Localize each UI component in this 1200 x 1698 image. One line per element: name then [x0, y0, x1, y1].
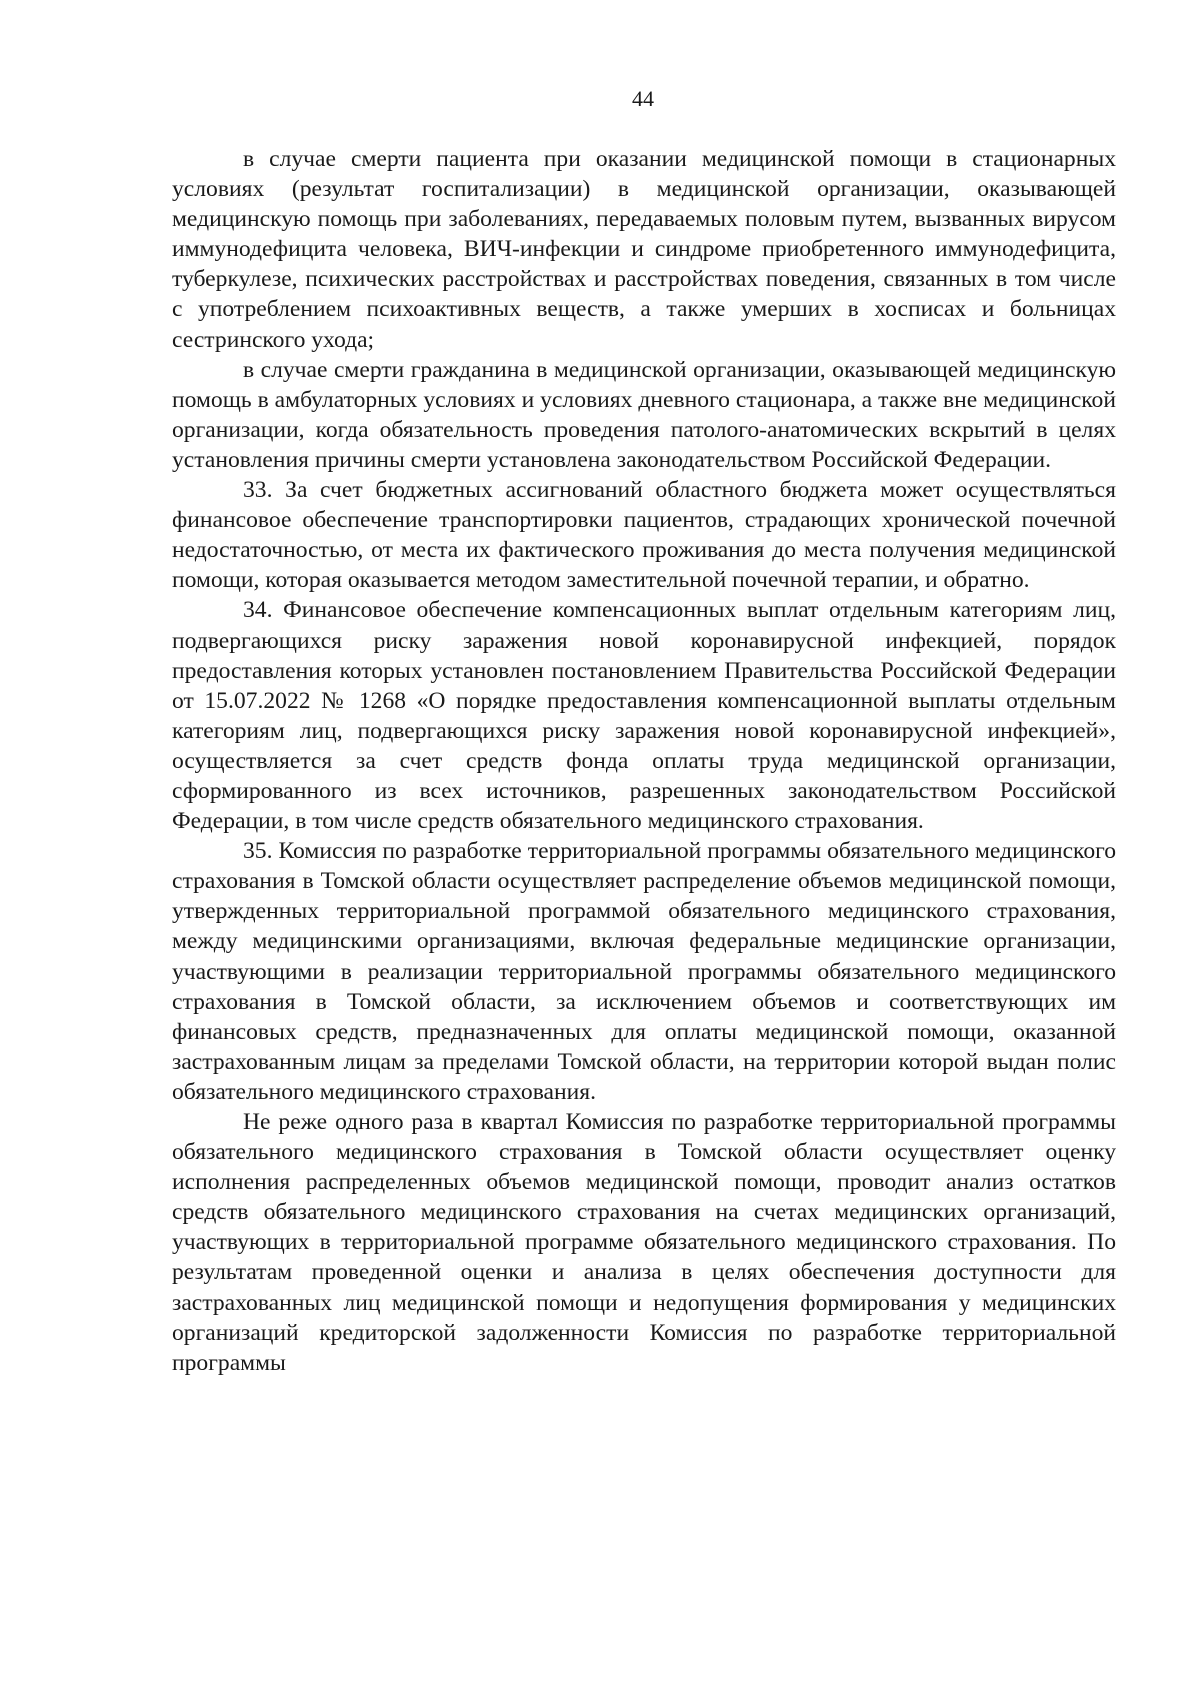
paragraph-item-33: 33. За счет бюджетных ассигнований областного бюджета может осуществляться финансовое обеспечение транспортировки пациентов, страдающих хронической почечной недостаточностью, от места их фактического проживания до места получения медицинской помощи, которая оказывается методом заместительной почечной терапии, и обратно.: [172, 477, 1116, 594]
document-body: [172, 144, 1116, 1378]
page-number: 44: [632, 86, 654, 111]
paragraph-item-35: 35. Комиссия по разработке территориальной программы обязательного медицинского страхования в Томской области осуществляет распределение объемов медицинской помощи, утвержденных территориальной программой обязательного медицинского страхования, между медицинскими организациями, включая федеральные медицинские организации, участвующими в реализации территориальной программы обязательного медицинского страхования в Томской области, за исключением объемов и соответствующих им финансовых средств, предназначенных для оплаты медицинской помощи, оказанной застрахованным лицам за пределами Томской области, на территории которой выдан полис обязательного медицинского страхования.: [172, 838, 1116, 1105]
paragraph-item-34: 34. Финансовое обеспечение компенсационных выплат отдельным категориям лиц, подвергающихся риску заражения новой коронавирусной инфекцией, порядок предоставления которых установлен постановлением Правительства Российской Федерации от 15.07.2022 № 1268 «О порядке предоставления компенсационной выплаты отдельным категориям лиц, подвергающихся риску заражения новой коронавирусной инфекцией», осуществляется за счет средств фонда оплаты труда медицинской организации, сформированного из всех источников, разрешенных законодательством Российской Федерации, в том числе средств обязательного медицинского страхования.: [172, 597, 1116, 835]
paragraph-death-outpatient: в случае смерти гражданина в медицинской организации, оказывающей медицинскую помощь в амбулаторных условиях и условиях дневного стационара, а также вне медицинской организации, когда обязательность проведения патолого-анатомических вскрытий в целях установления причины смерти установлена законодательством Российской Федерации.: [172, 356, 1116, 473]
paragraph-death-hospital: в случае смерти пациента при оказании медицинской помощи в стационарных условиях (результат госпитализации) в медицинской организации, оказывающей медицинскую помощь при заболеваниях, передаваемых половым путем, вызванных вирусом иммунодефицита человека, ВИЧ-инфекции и синдроме приобретенного иммунодефицита, туберкулезе, психических расстройствах и расстройствах поведения, связанных в том числе с употреблением психоактивных веществ, а также умерших в хосписах и больницах сестринского ухода;: [172, 146, 1116, 353]
paragraph-quarterly-commission: Не реже одного раза в квартал Комиссия по разработке территориальной программы обязательного медицинского страхования в Томской области осуществляет оценку исполнения распределенных объемов медицинской помощи, проводит анализ остатков средств обязательного медицинского страхования на счетах медицинских организаций, участвующих в территориальной программе обязательного медицинского страхования. По результатам проведенной оценки и анализа в целях обеспечения доступности для застрахованных лиц медицинской помощи и недопущения формирования у медицинских организаций кредиторской задолженности Комиссия по разработке территориальной программы: [172, 1109, 1116, 1376]
